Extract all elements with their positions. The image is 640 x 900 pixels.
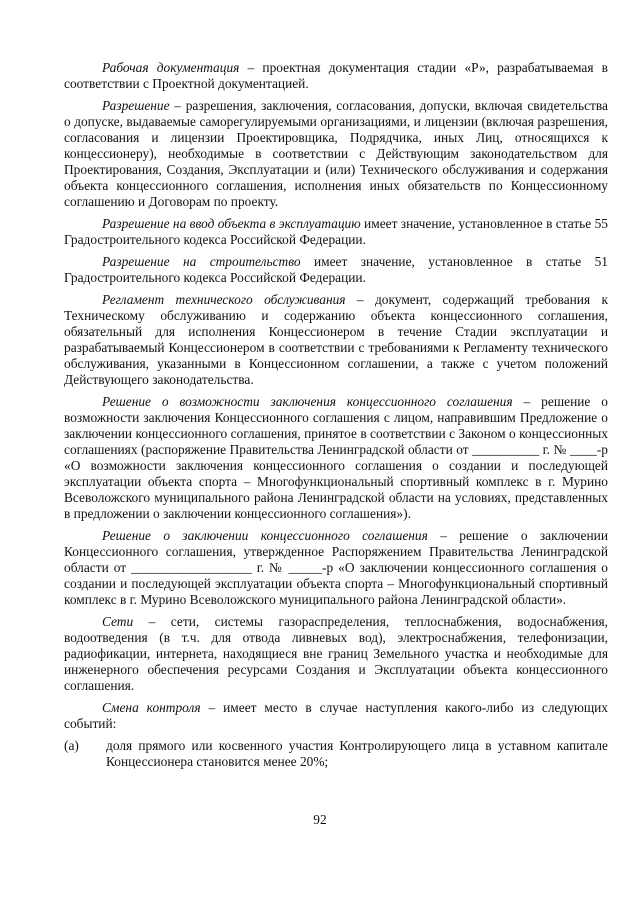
definition-term: Разрешение bbox=[102, 98, 170, 113]
definition-term: Сети bbox=[102, 614, 134, 629]
definition-term: Разрешение на ввод объекта в эксплуатацию bbox=[102, 216, 361, 231]
definition-term: Регламент технического обслуживания bbox=[102, 292, 346, 307]
definition-body: – имеет место в случае наступления какого-либо из следующих событий: bbox=[64, 700, 608, 731]
definition-body: имеет значение, установленное в статье 51 Градостроительного кодекса Российской Федерации. bbox=[64, 254, 608, 285]
list-item-text: доля прямого или косвенного участия Контролирующего лица в уставном капитале Концессионера становится менее 20%; bbox=[106, 738, 608, 769]
definition-paragraph bbox=[64, 254, 608, 286]
definition-paragraph bbox=[64, 614, 608, 694]
definition-term: Решение о возможности заключения концессионного соглашения bbox=[102, 394, 513, 409]
definition-body: – документ, содержащий требования к Техническому обслуживанию и содержанию объекта концессионного соглашения, обязательный для исполнения Концессионером в течение Стадии эксплуатации и разрабатываемый Концессионером в соответствии с требованиями к Регламенту технического обслуживания, указанными в Концессионном соглашении, а также с учетом положений Действующего законодательства. bbox=[64, 292, 609, 387]
definition-paragraph bbox=[64, 98, 608, 210]
definition-body: – решение о возможности заключения Концессионного соглашения с лицом, направившим Предложение о заключении концессионного соглашения, принятое в соответствии с Законом о концессионных соглашениях (распоряжение Правительства Ленинградской области от __________ г. № ____-р «О возможности заключения концессионного соглашения о создании и последующей эксплуатации объекта спорта – Многофункциональный спортивный комплекс в г. Мурино Всеволожского муниципального района Ленинградской области на условиях, представленных в предложении о заключении концессионного соглашения»). bbox=[64, 394, 608, 521]
definition-paragraph bbox=[64, 292, 608, 388]
definition-body: – сети, системы газораспределения, теплоснабжения, водоснабжения, водоотведения (в т.ч. для отвода ливневых вод), электроснабжения, телефонизации, радиофикации, интернета, находящиеся вне границ Земельного участка и необходимые для инженерного обеспечения ресурсами Создания и Эксплуатации объекта концессионного соглашения. bbox=[64, 614, 608, 693]
definition-term: Решение о заключении концессионного соглашения bbox=[102, 528, 428, 543]
list-item bbox=[64, 738, 608, 770]
definition-paragraph bbox=[64, 528, 608, 608]
definition-body: – решение о заключении Концессионного соглашения, утвержденное Распоряжением Правительства Ленинградской области от __________________ г. № _____-р «О заключении концессионного соглашения о создании и последующей эксплуатации объекта спорта – Многофункциональный спортивный комплекс в г. Мурино Всеволожского муниципального района Ленинградской области». bbox=[64, 528, 608, 607]
list-item-marker: (a) bbox=[64, 738, 79, 753]
definition-term: Рабочая документация bbox=[102, 60, 240, 75]
definition-paragraph bbox=[64, 394, 608, 522]
definition-paragraph bbox=[64, 60, 608, 92]
definition-body: – проектная документация стадии «Р», разрабатываемая в соответствии с Проектной документацией. bbox=[64, 60, 608, 91]
definition-term: Смена контроля bbox=[102, 700, 201, 715]
page-number: 92 bbox=[313, 812, 327, 827]
definition-body: имеет значение, установленное в статье 55 Градостроительного кодекса Российской Федерации. bbox=[64, 216, 608, 247]
definition-paragraph bbox=[64, 700, 608, 732]
definition-body: – разрешения, заключения, согласования, допуски, включая свидетельства о допуске, выдаваемые саморегулируемыми организациями, и лицензии (включая разрешения, согласования и лицензии Проектировщика, Подрядчика, иных Лиц, относящихся к концессионеру), необходимые в соответствии с Действующим законодательством для Проектирования, Создания, Эксплуатации и (или) Технического обслуживания и содержания объекта концессионного соглашения, исполнения иных обязательств по Концессионному соглашению и Договорам по проекту. bbox=[64, 98, 608, 209]
definition-paragraph bbox=[64, 216, 608, 248]
text-column bbox=[64, 60, 608, 770]
definition-term: Разрешение на строительство bbox=[102, 254, 301, 269]
